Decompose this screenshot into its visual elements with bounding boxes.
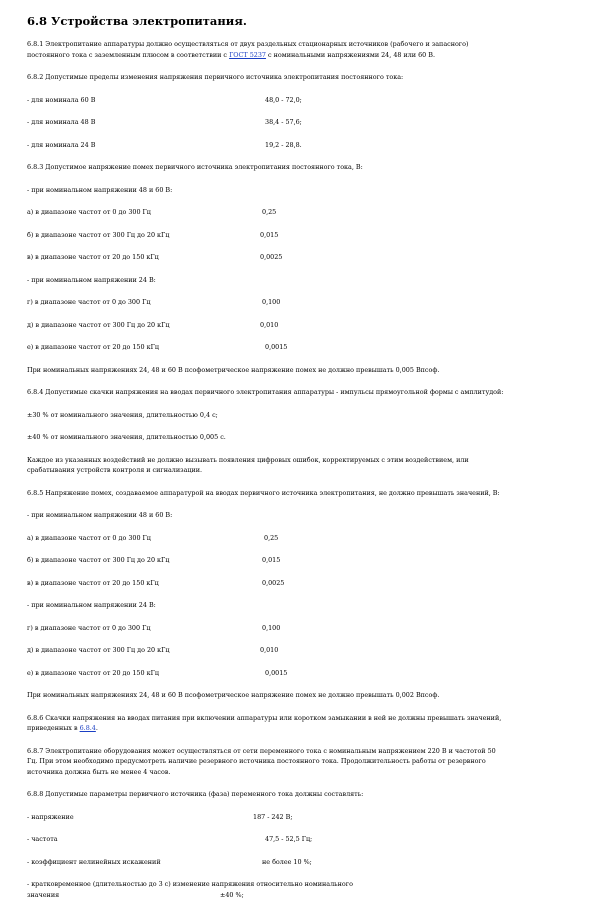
paragraph-line: ±40 % от номинального значения, длительностью 0,005 с. [27,432,567,443]
row-label: г) в диапазоне частот от 0 до 300 Гц [27,624,150,632]
paragraph-6-8-5-intro: 6.8.5 Напряжение помех, создаваемое аппаратурой на вводах первичного источника электропитания, не должно превышать значений, В: [27,488,567,499]
row-label: значения [27,891,59,899]
row-value: 0,0025 [260,252,282,263]
row-label: - для номинала 24 В [27,141,95,149]
row-value: 0,100 [262,623,280,634]
row-label: в) в диапазоне частот от 20 до 150 кГц [27,579,159,587]
paragraph-note: Каждое из указанных воздействий не должно вызывать появления цифровых ошибок, корректируемых с этим воздействием, или [27,455,567,466]
ac-parameter-row [27,890,567,900]
row-label: - для номинала 60 В [27,96,95,104]
paragraph-line: источника должна быть не менее 4 часов. [27,767,567,778]
row-value: 19,2 - 28,8. [265,140,302,151]
paragraph-6-8-4-intro: 6.8.4 Допустимые скачки напряжения на вводах первичного электропитания аппаратуры - импульсы прямоугольной формы с амплитудой: [27,387,567,398]
noise-row [27,297,567,308]
row-value: 38,4 - 57,6; [265,117,302,128]
section-heading: 6.8 Устройства электропитания. [27,14,567,28]
noise-row [27,252,567,263]
row-label: - коэффициент нелинейных искажений [27,858,161,866]
paragraph-6-8-6 [27,713,567,734]
row-value: 0,100 [262,297,280,308]
row-label: а) в диапазоне частот от 0 до 300 Гц [27,208,151,216]
row-label: б) в диапазоне частот от 300 Гц до 20 кГц [27,556,169,564]
paragraph-note: При номинальных напряжениях 24, 48 и 60 В псофометрическое напряжение помех не должно превышать 0,002 Впсоф. [27,690,567,701]
paragraph-note: срабатывания устройств контроля и сигнализации. [27,465,567,476]
paragraph-line: ±30 % от номинального значения, длительностью 0,4 с; [27,410,567,421]
noise-row [27,623,567,634]
text-fragment: с номинальными напряжениями 24, 48 или 60 В. [268,51,435,59]
paragraph-line: 6.8.6 Скачки напряжения на вводах питания при включении аппаратуры или коротком замыкании в ней не должны превышать значений, [27,713,567,724]
row-value: 0,0025 [262,578,284,589]
row-label: г) в диапазоне частот от 0 до 300 Гц [27,298,150,306]
paragraph-6-8-3-intro: 6.8.3 Допустимое напряжение помех первичного источника электропитания постоянного тока, В: [27,162,567,173]
row-value: 48,0 - 72,0; [265,95,302,106]
row-label: е) в диапазоне частот от 20 до 150 кГц [27,669,159,677]
row-label: а) в диапазоне частот от 0 до 300 Гц [27,534,151,542]
noise-row [27,230,567,241]
text-fragment: приведенных в [27,724,78,732]
noise-row [27,207,567,218]
ac-parameter-row [27,812,567,823]
noise-row [27,533,567,544]
row-label: - напряжение [27,813,74,821]
group-title: - при номинальном напряжении 48 и 60 В: [27,510,567,521]
group-title: - при номинальном напряжении 24 В: [27,600,567,611]
group-title: - при номинальном напряжении 24 В: [27,275,567,286]
row-label: - для номинала 48 В [27,118,95,126]
row-label: в) в диапазоне частот от 20 до 150 кГц [27,253,159,261]
paragraph-6-8-8-intro: 6.8.8 Допустимые параметры первичного источника (фаза) переменного тока должны составлять: [27,789,567,800]
text-fragment: постоянного тока с заземленным плюсом в соответствии с [27,51,227,59]
paragraph-line: - кратковременное (длительностью до 3 с) изменение напряжения относительно номинального [27,879,567,890]
noise-row [27,342,567,353]
paragraph-line: Гц. При этом необходимо предусмотреть наличие резервного источника постоянного тока. Продолжительность работы от резервного [27,756,567,767]
ac-parameter-row [27,834,567,845]
text-fragment: . [96,724,98,732]
noise-row [27,668,567,679]
row-label: б) в диапазоне частот от 300 Гц до 20 кГц [27,231,169,239]
paragraph-6-8-7 [27,746,567,778]
paragraph-note: При номинальных напряжениях 24, 48 и 60 В псофометрическое напряжение помех не должно превышать 0,005 Впсоф. [27,365,567,376]
paragraph-line: 6.8.1 Электропитание аппаратуры должно осуществляться от двух раздельных стационарных источников (рабочего и запасного) [27,39,567,50]
row-label: - частота [27,835,58,843]
row-value: не более 10 %; [262,857,312,868]
row-value: 0,015 [260,230,278,241]
noise-row [27,578,567,589]
row-value: 0,25 [262,207,276,218]
voltage-limit-row [27,117,567,128]
paragraph-line [27,723,567,734]
row-value: ±40 %; [220,890,244,900]
noise-row [27,555,567,566]
ac-parameter-row [27,857,567,868]
group-title: - при номинальном напряжении 48 и 60 В: [27,185,567,196]
row-value: 47,5 - 52,5 Гц; [265,834,312,845]
row-label: д) в диапазоне частот от 300 Гц до 20 кГц [27,321,169,329]
section-6-8-4-link[interactable]: 6.8.4 [80,724,96,732]
paragraph-line: 6.8.7 Электропитание оборудования может осуществляться от сети переменного тока с номинальным напряжением 220 В и частотой 50 [27,746,567,757]
voltage-limit-row [27,95,567,106]
row-label: е) в диапазоне частот от 20 до 150 кГц [27,343,159,351]
voltage-limit-row [27,140,567,151]
row-label: д) в диапазоне частот от 300 Гц до 20 кГц [27,646,169,654]
row-value: 0,010 [260,320,278,331]
noise-row [27,645,567,656]
row-value: 187 - 242 В; [253,812,293,823]
row-value: 0,0015 [265,342,287,353]
row-value: 0,0015 [265,668,287,679]
row-value: 0,015 [262,555,280,566]
noise-row [27,320,567,331]
paragraph-line [27,50,567,61]
paragraph-6-8-1 [27,39,567,60]
paragraph-6-8-2-intro: 6.8.2 Допустимые пределы изменения напряжения первичного источника электропитания постоянного тока: [27,72,567,83]
row-value: 0,25 [264,533,278,544]
row-value: 0,010 [260,645,278,656]
document-page [27,14,567,900]
gost-5237-link[interactable]: ГОСТ 5237 [229,51,266,59]
